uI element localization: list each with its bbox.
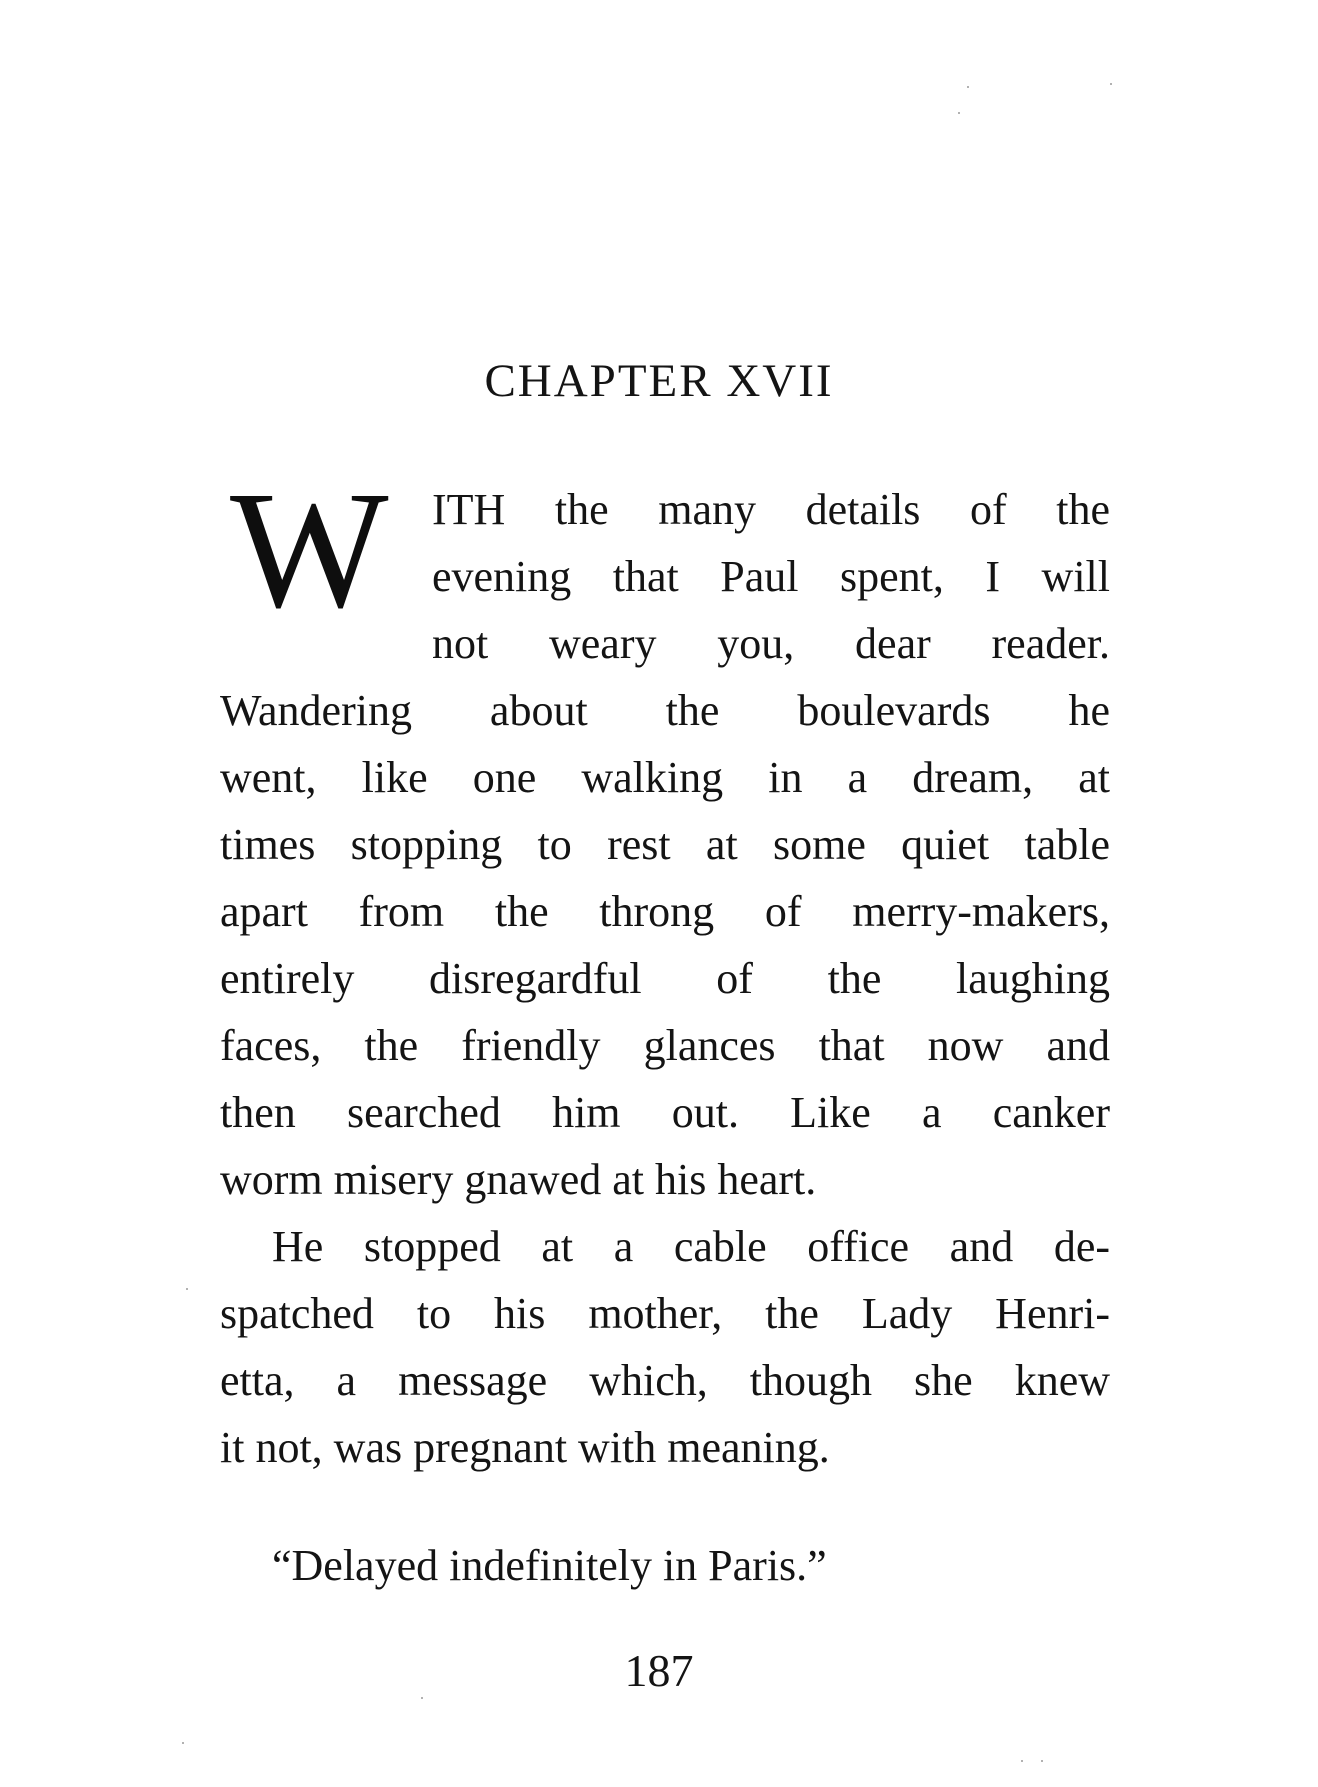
scan-speck [421,1697,423,1699]
text-line: spatched to his mother, the Lady Henri- [220,1289,1110,1338]
text-line: ITH the many details of the [432,485,1110,534]
text-line: evening that Paul spent, I will [432,552,1110,601]
text-line: He stopped at a cable office and de- [272,1222,1110,1271]
scan-speck [1110,83,1112,85]
scan-speck [958,112,960,114]
chapter-title: CHAPTER XVII [484,355,834,407]
scan-speck [182,1742,184,1744]
text-line: it not, was pregnant with meaning. [220,1423,830,1472]
text-line: apart from the throng of merry-makers, [220,887,1110,936]
drop-cap: W [230,457,389,643]
scan-speck [186,1288,188,1290]
text-line: entirely disregardful of the laughing [220,954,1110,1003]
text-line: faces, the friendly glances that now and [220,1021,1110,1070]
scan-speck [1021,1760,1023,1762]
text-line: etta, a message which, though she knew [220,1356,1110,1405]
page-number: 187 [624,1645,694,1696]
text-line: times stopping to rest at some quiet table [220,820,1110,869]
quoted-message: “Delayed indefinitely in Paris.” [272,1541,827,1590]
text-line: not weary you, dear reader. [432,619,1110,668]
text-line: went, like one walking in a dream, at [220,753,1110,802]
scan-speck [967,86,969,88]
scan-speck [1041,1760,1043,1762]
text-line: Wandering about the boulevards he [220,686,1110,735]
body-text [220,476,1110,1481]
text-line: worm misery gnawed at his heart. [220,1155,817,1204]
text-line: then searched him out. Like a canker [220,1088,1110,1137]
